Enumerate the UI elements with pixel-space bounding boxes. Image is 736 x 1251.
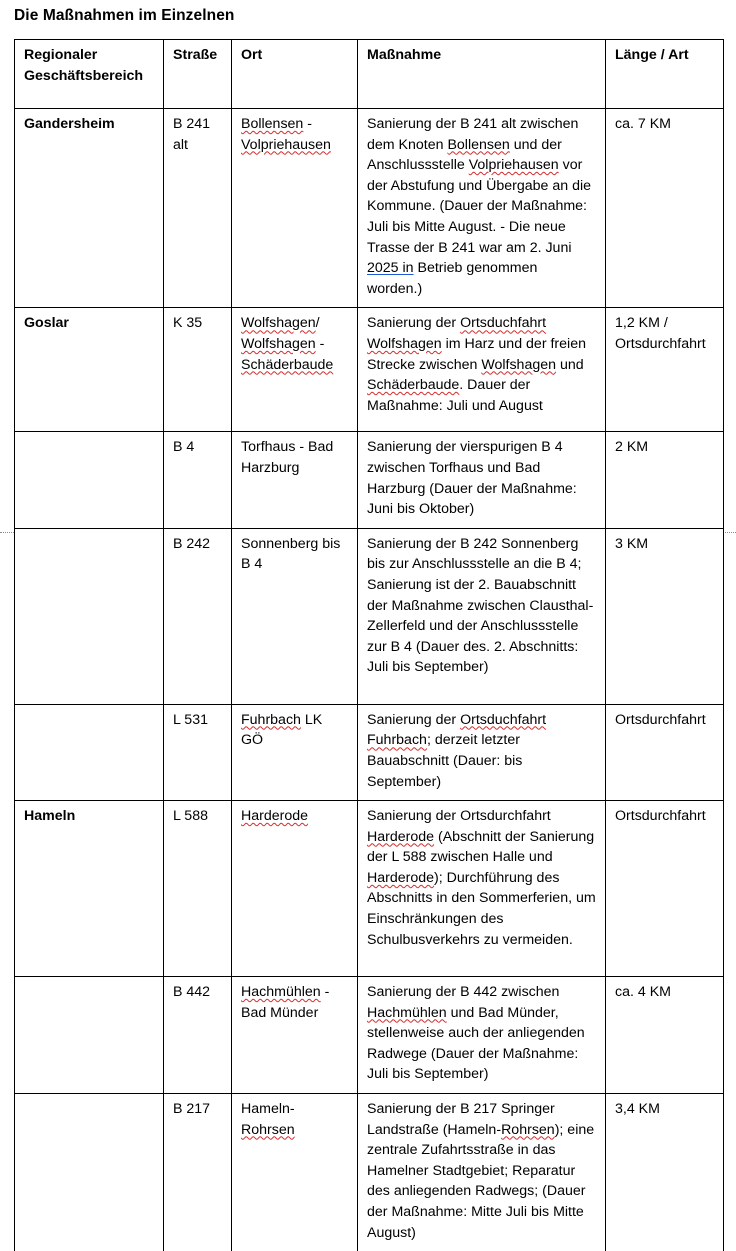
- header-bereich: Regionaler Geschäftsbereich: [15, 40, 164, 109]
- cell-massnahme: [358, 109, 606, 308]
- cell-strasse: L 531: [164, 704, 232, 800]
- cell-ort: [232, 801, 358, 977]
- underlined-text: Bollensen: [447, 137, 509, 153]
- cell-ort: [232, 308, 358, 432]
- page-title: Die Maßnahmen im Einzelnen: [14, 7, 235, 25]
- cell-bereich: [15, 704, 164, 800]
- cell-laenge: 3,4 KM: [606, 1094, 724, 1251]
- text-segment: und der Anschlussstelle: [367, 137, 562, 174]
- underlined-text: Volpriehausen: [469, 157, 559, 173]
- text-segment: ); Durchführung des Abschnitts in den Sommerferien, um Einschränkungen des Schulbusverkehrs zu vermeiden.: [367, 870, 596, 948]
- cell-massnahme: [358, 1094, 606, 1251]
- cell-bereich: [15, 528, 164, 704]
- text-segment: Betrieb genommen worden.): [367, 260, 537, 297]
- cell-laenge: Ortsdurchfahrt: [606, 801, 724, 977]
- cell-ort: [232, 1094, 358, 1251]
- underlined-text: Bollensen: [241, 116, 303, 132]
- text-segment: -: [303, 116, 312, 132]
- text-segment: im Harz und der freien Strecke zwischen: [367, 336, 586, 373]
- cell-bereich: Hameln: [15, 801, 164, 977]
- underlined-text: Schäderbaude: [241, 357, 333, 373]
- text-segment: Sanierung der B 217 Springer Landstraße (Hameln-: [367, 1101, 555, 1138]
- cell-ort: [232, 109, 358, 308]
- table-row: [15, 109, 724, 308]
- cell-ort: [232, 528, 358, 704]
- cell-strasse: K 35: [164, 308, 232, 432]
- underlined-text: Ortsduchfahrt: [460, 315, 546, 331]
- text-segment: Sanierung der B 242 Sonnenberg bis zur Anschlussstelle an die B 4; Sanierung ist der 2. Bauabschnitt der Maßnahme zwischen Clausthal-Zellerfeld und der Anschlussstelle zur B 4 (Dauer des. 2. Abschnitts: Juli bis September): [367, 536, 593, 676]
- underlined-text: Rohrsen: [501, 1122, 555, 1138]
- underlined-text: Fuhrbach: [367, 732, 427, 748]
- text-segment: Sanierung der: [367, 315, 460, 331]
- cell-laenge: Ortsdurchfahrt: [606, 704, 724, 800]
- text-segment: - Bad Münder: [241, 984, 329, 1021]
- text-segment: Sanierung der: [367, 712, 460, 728]
- text-segment: Sanierung der vierspurigen B 4 zwischen Torfhaus und Bad Harzburg (Dauer der Maßnahme: Juni bis Oktober): [367, 439, 577, 517]
- cell-massnahme: [358, 528, 606, 704]
- text-segment: Torfhaus - Bad Harzburg: [241, 439, 333, 476]
- underlined-text: 2025 in: [367, 260, 414, 276]
- underlined-text: Hachmühlen: [241, 984, 321, 1000]
- underlined-text: Wolfshagen: [367, 336, 442, 352]
- cell-bereich: [15, 1094, 164, 1251]
- text-segment: Sanierung der B 241 alt zwischen dem Knoten: [367, 116, 578, 153]
- table-row: [15, 432, 724, 528]
- cell-laenge: 1,2 KM / Ortsdurchfahrt: [606, 308, 724, 432]
- table-row: [15, 1094, 724, 1251]
- underlined-text: Fuhrbach: [241, 712, 301, 728]
- text-segment: . Dauer der Maßnahme: Juli und August: [367, 377, 543, 414]
- text-segment: Sonnenberg bis B 4: [241, 536, 340, 573]
- underlined-text: Wolfshagen: [241, 315, 316, 331]
- table-header-row: [15, 40, 724, 109]
- cell-ort: [232, 977, 358, 1094]
- cell-laenge: ca. 4 KM: [606, 977, 724, 1094]
- text-segment: Hameln-: [241, 1101, 295, 1117]
- underlined-text: Hachmühlen: [367, 1005, 447, 1021]
- underlined-text: Wolfshagen: [241, 336, 316, 352]
- header-laenge: Länge / Art: [606, 40, 724, 109]
- cell-strasse: B 442: [164, 977, 232, 1094]
- cell-bereich: [15, 977, 164, 1094]
- text-segment: -: [316, 336, 325, 352]
- cell-strasse: B 217: [164, 1094, 232, 1251]
- cell-bereich: Gandersheim: [15, 109, 164, 308]
- table-row: [15, 528, 724, 704]
- underlined-text: Volpriehausen: [241, 137, 331, 153]
- table-row: [15, 308, 724, 432]
- table-row: [15, 704, 724, 800]
- underlined-text: Schäderbaude: [367, 377, 459, 393]
- cell-laenge: 2 KM: [606, 432, 724, 528]
- text-segment: vor der Abstufung und Übergabe an die Kommune. (Dauer der Maßnahme: Juli bis Mitte August. - Die neue Trasse der B 241 war am 2. Juni: [367, 157, 591, 255]
- cell-strasse: B 241 alt: [164, 109, 232, 308]
- cell-massnahme: [358, 801, 606, 977]
- table-row: [15, 801, 724, 977]
- text-segment: LK GÖ: [241, 712, 322, 749]
- header-ort: Ort: [232, 40, 358, 109]
- text-segment: (Abschnitt der Sanierung der L 588 zwischen Halle und: [367, 829, 594, 866]
- text-segment: ); eine zentrale Zufahrtsstraße in das Hamelner Stadtgebiet; Reparatur des anliegenden Radwegs; (Dauer der Maßnahme: Mitte Juli bis Mitte August): [367, 1122, 594, 1241]
- underlined-text: Harderode: [367, 829, 434, 845]
- cell-laenge: ca. 7 KM: [606, 109, 724, 308]
- cell-bereich: [15, 432, 164, 528]
- table-body: [15, 109, 724, 1251]
- text-segment: Sanierung der Ortsdurchfahrt: [367, 808, 551, 824]
- cell-ort: [232, 432, 358, 528]
- underlined-text: Rohrsen: [241, 1122, 295, 1138]
- text-segment: Sanierung der B 442 zwischen: [367, 984, 559, 1000]
- cell-strasse: B 242: [164, 528, 232, 704]
- cell-massnahme: [358, 704, 606, 800]
- underlined-text: Wolfshagen: [481, 357, 556, 373]
- text-segment: und Bad Münder, stellenweise auch der anliegenden Radwege (Dauer der Maßnahme: Juli bis September): [367, 1005, 585, 1083]
- header-strasse: Straße: [164, 40, 232, 109]
- cell-strasse: B 4: [164, 432, 232, 528]
- cell-ort: [232, 704, 358, 800]
- header-massnahme: Maßnahme: [358, 40, 606, 109]
- text-segment: /: [316, 315, 320, 331]
- cell-massnahme: [358, 308, 606, 432]
- underlined-text: Harderode: [367, 870, 434, 886]
- cell-strasse: L 588: [164, 801, 232, 977]
- cell-massnahme: [358, 432, 606, 528]
- cell-laenge: 3 KM: [606, 528, 724, 704]
- underlined-text: Harderode: [241, 808, 308, 824]
- cell-massnahme: [358, 977, 606, 1094]
- underlined-text: Ortsduchfahrt: [460, 712, 546, 728]
- measures-table: [14, 39, 724, 1251]
- text-segment: ; derzeit letzter Bauabschnitt (Dauer: bis September): [367, 732, 522, 789]
- cell-bereich: Goslar: [15, 308, 164, 432]
- table-row: [15, 977, 724, 1094]
- text-segment: und: [556, 357, 584, 373]
